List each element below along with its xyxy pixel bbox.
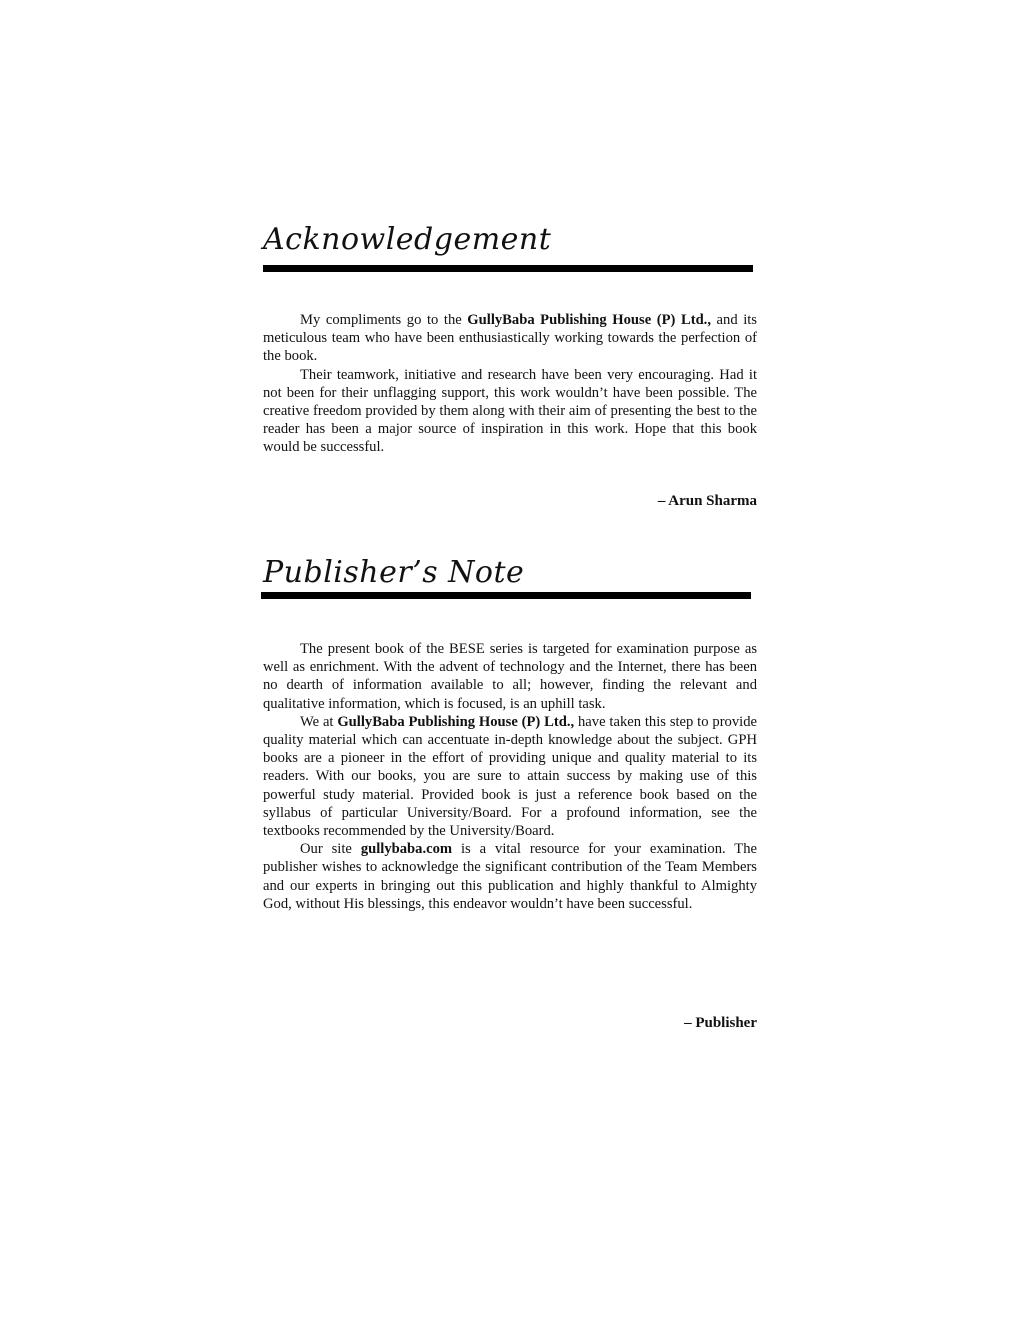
acknowledgement-body [263,311,757,457]
heading-underline [261,592,751,599]
paragraph [263,840,757,913]
publishers-note-heading: Publisher’s Note [263,555,525,590]
publisher-signature: – Publisher [684,1015,757,1031]
text: We at [300,713,338,730]
paragraph [263,366,757,457]
author-signature: – Arun Sharma [657,493,757,509]
text: Their teamwork, initiative and research have been very encouraging. Had it not been for their unflagging support, this work wouldn’t have been possible. The creative freedom provided by them along with their aim of presenting the best to the reader has been a major source of inspiration in this work. Hope that this book would be successful. [263,366,757,456]
website-name: gullybaba.com [360,841,453,858]
text: The present book of the BESE series is targeted for examination purpose as well as enrichment. With the advent of technology and the Internet, there has been no dearth of information available to all; however, finding the relevant and qualitative information, which is focused, is an uphill task. [263,641,757,712]
text: is a vital resource for your examination. The publisher wishes to acknowledge the significant contribution of the Team Members and our experts in bringing out this publication and highly thankful to Almighty God, without His blessings, this endeavor wouldn’t have been successful. [263,841,757,912]
acknowledgement-heading: Acknowledgement [263,222,552,257]
paragraph [263,713,757,840]
publisher-name: GullyBaba Publishing House (P) Ltd., [467,312,711,328]
text: Our site [300,841,361,858]
publishers-note-body [263,640,757,913]
text: have taken this step to provide quality material which can accentuate in-depth knowledge about the subject. GPH books are a pioneer in the effort of providing unique and quality material to its readers. With our books, you are sure to attain success by making use of this powerful study material. Provided book is just a reference book based on the syllabus of particular University/Board. For a profound information, see the textbooks recommended by the University/Board. [263,713,757,840]
paragraph [263,640,757,713]
text: and its meticulous team who have been enthusiastically working towards the perfection of the book. [263,312,757,365]
text: My compliments go to the [300,312,468,328]
heading-underline [263,265,753,272]
paragraph [263,311,757,366]
publisher-name: GullyBaba Publishing House (P) Ltd., [337,713,575,730]
